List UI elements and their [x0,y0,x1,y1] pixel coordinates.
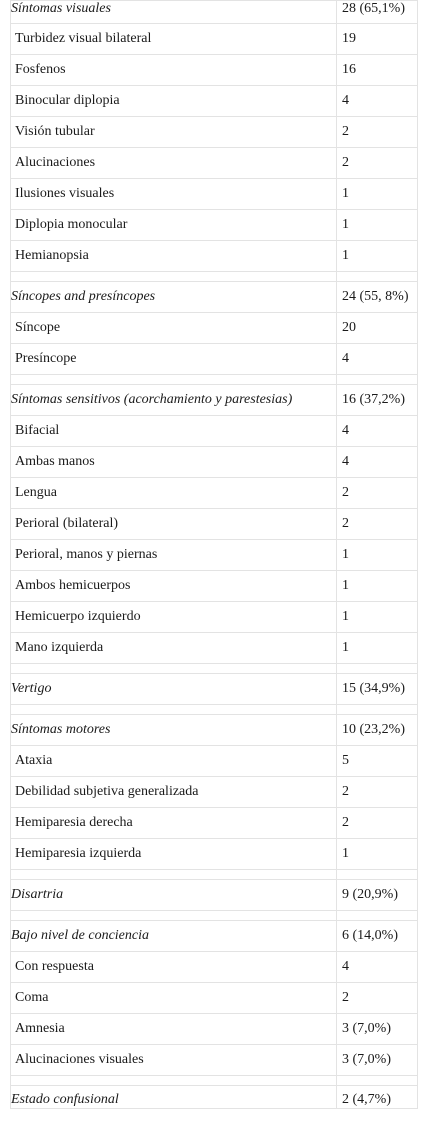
symptom-label: Ataxia [11,746,337,777]
table-row [11,478,418,509]
spacer-cell [337,272,418,282]
symptom-label: Perioral, manos y piernas [11,540,337,571]
category-count: 28 (65,1%) [337,1,418,24]
symptom-label: Hemianopsia [11,241,337,272]
category-label: Síncopes and presíncopes [11,282,337,313]
spacer-row [11,272,418,282]
symptom-label: Perioral (bilateral) [11,509,337,540]
symptom-count: 2 [337,777,418,808]
category-count: 24 (55, 8%) [337,282,418,313]
symptoms-table [10,0,418,1109]
symptom-label: Diplopia monocular [11,210,337,241]
symptom-label: Visión tubular [11,117,337,148]
spacer-row [11,664,418,674]
table-row [11,179,418,210]
table-row [11,55,418,86]
symptom-label: Síncope [11,313,337,344]
symptom-label: Ilusiones visuales [11,179,337,210]
symptom-count: 1 [337,602,418,633]
spacer-cell [337,1076,418,1086]
spacer-cell [11,911,337,921]
table-row [11,839,418,870]
table-row [11,24,418,55]
symptom-label: Con respuesta [11,952,337,983]
symptom-count: 1 [337,839,418,870]
symptom-count: 4 [337,86,418,117]
table-row [11,571,418,602]
symptom-count: 2 [337,478,418,509]
table-row [11,447,418,478]
table-row [11,210,418,241]
symptom-label: Hemiparesia derecha [11,808,337,839]
category-label: Vertigo [11,674,337,705]
symptom-label: Binocular diplopia [11,86,337,117]
table-row [11,633,418,664]
category-count: 10 (23,2%) [337,715,418,746]
symptom-label: Fosfenos [11,55,337,86]
category-row [11,880,418,911]
symptom-count: 5 [337,746,418,777]
category-count: 15 (34,9%) [337,674,418,705]
symptom-count: 2 [337,983,418,1014]
spacer-cell [337,870,418,880]
category-row [11,1,418,24]
symptom-count: 19 [337,24,418,55]
symptom-label: Hemicuerpo izquierdo [11,602,337,633]
symptom-label: Turbidez visual bilateral [11,24,337,55]
spacer-row [11,870,418,880]
symptom-count: 4 [337,344,418,375]
table-row [11,1045,418,1076]
category-label: Síntomas motores [11,715,337,746]
symptom-count: 1 [337,179,418,210]
symptom-count: 4 [337,416,418,447]
symptom-count: 20 [337,313,418,344]
spacer-cell [11,664,337,674]
spacer-cell [11,705,337,715]
symptom-label: Amnesia [11,1014,337,1045]
symptom-count: 2 [337,808,418,839]
category-count: 16 (37,2%) [337,385,418,416]
table-row [11,416,418,447]
category-row [11,385,418,416]
symptom-count: 3 (7,0%) [337,1014,418,1045]
table-row [11,509,418,540]
symptom-label: Presíncope [11,344,337,375]
symptom-count: 1 [337,540,418,571]
spacer-cell [337,375,418,385]
spacer-row [11,375,418,385]
symptom-label: Mano izquierda [11,633,337,664]
symptom-label: Alucinaciones [11,148,337,179]
symptom-count: 4 [337,447,418,478]
symptom-count: 3 (7,0%) [337,1045,418,1076]
table-row [11,983,418,1014]
table-row [11,86,418,117]
table-row [11,602,418,633]
table-row [11,117,418,148]
symptom-label: Coma [11,983,337,1014]
spacer-cell [337,705,418,715]
category-count: 2 (4,7%) [337,1086,418,1109]
symptom-count: 16 [337,55,418,86]
symptom-count: 1 [337,633,418,664]
category-row [11,715,418,746]
spacer-cell [11,272,337,282]
symptoms-table-body [11,1,418,1109]
category-label: Disartria [11,880,337,911]
table-row [11,808,418,839]
spacer-row [11,1076,418,1086]
symptom-label: Hemiparesia izquierda [11,839,337,870]
category-label: Bajo nivel de conciencia [11,921,337,952]
table-row [11,540,418,571]
spacer-cell [11,375,337,385]
symptom-count: 1 [337,210,418,241]
category-count: 6 (14,0%) [337,921,418,952]
symptom-count: 1 [337,241,418,272]
symptom-label: Alucinaciones visuales [11,1045,337,1076]
spacer-cell [337,664,418,674]
symptom-count: 2 [337,509,418,540]
table-row [11,148,418,179]
table-row [11,952,418,983]
spacer-row [11,705,418,715]
symptom-label: Bifacial [11,416,337,447]
category-label: Síntomas visuales [11,1,337,24]
table-row [11,777,418,808]
spacer-row [11,911,418,921]
symptom-label: Debilidad subjetiva generalizada [11,777,337,808]
table-row [11,746,418,777]
category-label: Estado confusional [11,1086,337,1109]
spacer-cell [337,911,418,921]
symptom-label: Ambos hemicuerpos [11,571,337,602]
symptom-count: 4 [337,952,418,983]
category-row [11,1086,418,1109]
table-row [11,241,418,272]
table-row [11,313,418,344]
symptom-label: Ambas manos [11,447,337,478]
spacer-cell [11,1076,337,1086]
category-label: Síntomas sensitivos (acorchamiento y parestesias) [11,385,337,416]
symptom-label: Lengua [11,478,337,509]
category-count: 9 (20,9%) [337,880,418,911]
spacer-cell [11,870,337,880]
table-row [11,344,418,375]
category-row [11,921,418,952]
symptom-count: 1 [337,571,418,602]
symptom-count: 2 [337,148,418,179]
symptom-count: 2 [337,117,418,148]
category-row [11,282,418,313]
table-row [11,1014,418,1045]
category-row [11,674,418,705]
